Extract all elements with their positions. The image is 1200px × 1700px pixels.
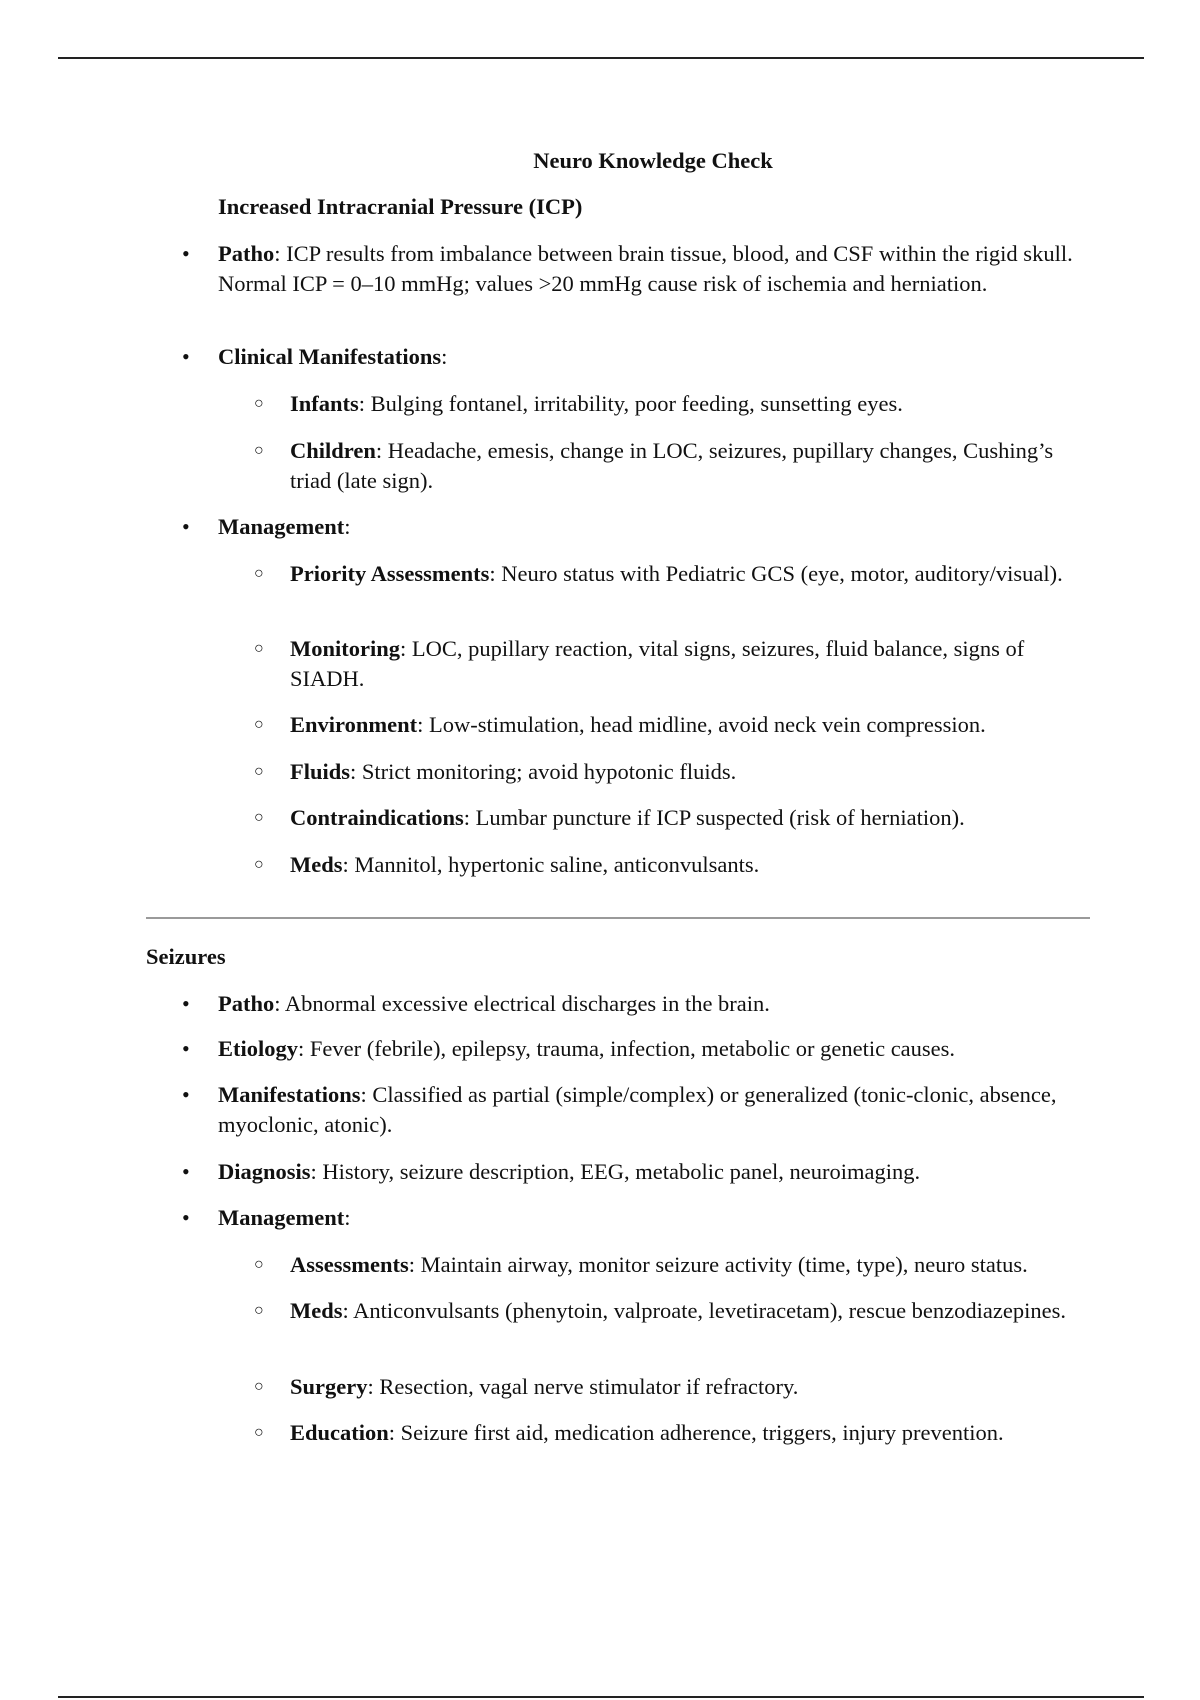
bullet-circle: ○ — [254, 442, 264, 459]
bullet-disc: • — [182, 344, 190, 369]
item-label: Environment — [290, 712, 418, 737]
page-title: Neuro Knowledge Check — [533, 148, 773, 173]
bullet-circle: ○ — [254, 763, 264, 780]
bullet-circle: ○ — [254, 716, 264, 733]
list-item-icp-clinical — [182, 342, 1088, 372]
item-label: Surgery — [290, 1374, 368, 1399]
list-item-seizures-manifestations — [182, 1080, 1088, 1140]
item-text: : Fever (febrile), epilepsy, trauma, infection, metabolic or genetic causes. — [298, 1036, 956, 1061]
item-label: Diagnosis — [218, 1159, 311, 1184]
item-label: Meds — [290, 852, 343, 877]
item-text: : — [441, 344, 448, 369]
item-text: : Strict monitoring; avoid hypotonic fluids. — [350, 759, 737, 784]
list-item-icp-management — [182, 512, 1088, 542]
item-label: Monitoring — [290, 636, 400, 661]
section-divider — [146, 917, 1090, 919]
bullet-circle: ○ — [254, 1424, 264, 1441]
item-text: : Mannitol, hypertonic saline, anticonvulsants. — [342, 852, 760, 877]
bullet-disc: • — [182, 1036, 190, 1061]
item-text: : ICP results from imbalance between brain tissue, blood, and CSF within the rigid skull. Normal ICP = 0–10 mmHg; values >20 mmHg cause risk of ischemia and herniation. — [218, 241, 1073, 296]
bullet-disc: • — [182, 514, 190, 539]
item-text: : Lumbar puncture if ICP suspected (risk of herniation). — [463, 805, 965, 830]
bullet-disc: • — [182, 1082, 190, 1107]
list-item-seizures-patho — [182, 989, 1088, 1019]
bottom-rule — [58, 1696, 1144, 1698]
bullet-circle: ○ — [254, 395, 264, 412]
section-heading-icp: Increased Intracranial Pressure (ICP) — [218, 194, 583, 219]
item-label: Management — [218, 1205, 345, 1230]
list-item-icp-children — [254, 436, 1090, 496]
item-label: Infants — [290, 391, 359, 416]
list-item-icp-patho — [182, 239, 1088, 299]
bullet-circle: ○ — [254, 856, 264, 873]
item-label: Patho — [218, 241, 275, 266]
item-text: : LOC, pupillary reaction, vital signs, seizures, fluid balance, signs of SIADH. — [290, 636, 1025, 691]
item-label: Children — [290, 438, 376, 463]
list-item-seizures-education — [254, 1418, 1090, 1448]
bullet-disc: • — [182, 1205, 190, 1230]
item-text: : Anticonvulsants (phenytoin, valproate, levetiracetam), rescue benzodiazepines. — [342, 1298, 1066, 1323]
item-text: : — [344, 514, 351, 539]
item-text: : — [344, 1205, 351, 1230]
list-item-icp-priority — [254, 559, 1090, 589]
bullet-circle: ○ — [254, 1302, 264, 1319]
item-text: : Seizure first aid, medication adherence, triggers, injury prevention. — [388, 1420, 1004, 1445]
item-text: : Maintain airway, monitor seizure activity (time, type), neuro status. — [408, 1252, 1028, 1277]
item-text: : Classified as partial (simple/complex) or generalized (tonic-clonic, absence, myoclonic, atonic). — [218, 1082, 1057, 1137]
item-label: Management — [218, 514, 345, 539]
item-label: Manifestations — [218, 1082, 361, 1107]
bullet-disc: • — [182, 1159, 190, 1184]
item-text: : Bulging fontanel, irritability, poor feeding, sunsetting eyes. — [358, 391, 903, 416]
list-item-seizures-surgery — [254, 1372, 1090, 1402]
bullet-circle: ○ — [254, 809, 264, 826]
bullet-disc: • — [182, 991, 190, 1016]
section-heading-seizures: Seizures — [146, 944, 226, 969]
list-item-icp-monitoring — [254, 634, 1090, 694]
item-label: Etiology — [218, 1036, 299, 1061]
bullet-circle: ○ — [254, 640, 264, 657]
item-label: Education — [290, 1420, 389, 1445]
list-item-icp-contraindications — [254, 803, 1090, 833]
item-label: Priority Assessments — [290, 561, 490, 586]
list-item-seizures-diagnosis — [182, 1157, 1088, 1187]
bullet-disc: • — [182, 241, 190, 266]
list-item-seizures-etiology — [182, 1034, 1088, 1064]
list-item-icp-fluids — [254, 757, 1090, 787]
item-label: Contraindications — [290, 805, 464, 830]
list-item-icp-meds — [254, 850, 1090, 880]
item-text: : Low-stimulation, head midline, avoid neck vein compression. — [417, 712, 986, 737]
bullet-circle: ○ — [254, 1378, 264, 1395]
item-text: : Neuro status with Pediatric GCS (eye, motor, auditory/visual). — [489, 561, 1063, 586]
item-text: : Headache, emesis, change in LOC, seizures, pupillary changes, Cushing’s triad (late sign). — [290, 438, 1054, 493]
bullet-circle: ○ — [254, 565, 264, 582]
list-item-icp-infants — [254, 389, 1090, 419]
item-label: Meds — [290, 1298, 343, 1323]
item-label: Clinical Manifestations — [218, 344, 442, 369]
list-item-seizures-assessments — [254, 1250, 1090, 1280]
bullet-circle: ○ — [254, 1256, 264, 1273]
list-item-icp-environment — [254, 710, 1090, 740]
item-text: : History, seizure description, EEG, metabolic panel, neuroimaging. — [310, 1159, 921, 1184]
item-label: Assessments — [290, 1252, 409, 1277]
list-item-seizures-management — [182, 1203, 1088, 1233]
list-item-seizures-meds — [254, 1296, 1090, 1326]
item-label: Patho — [218, 991, 275, 1016]
item-label: Fluids — [290, 759, 351, 784]
item-text: : Abnormal excessive electrical discharges in the brain. — [274, 991, 770, 1016]
item-text: : Resection, vagal nerve stimulator if refractory. — [367, 1374, 799, 1399]
